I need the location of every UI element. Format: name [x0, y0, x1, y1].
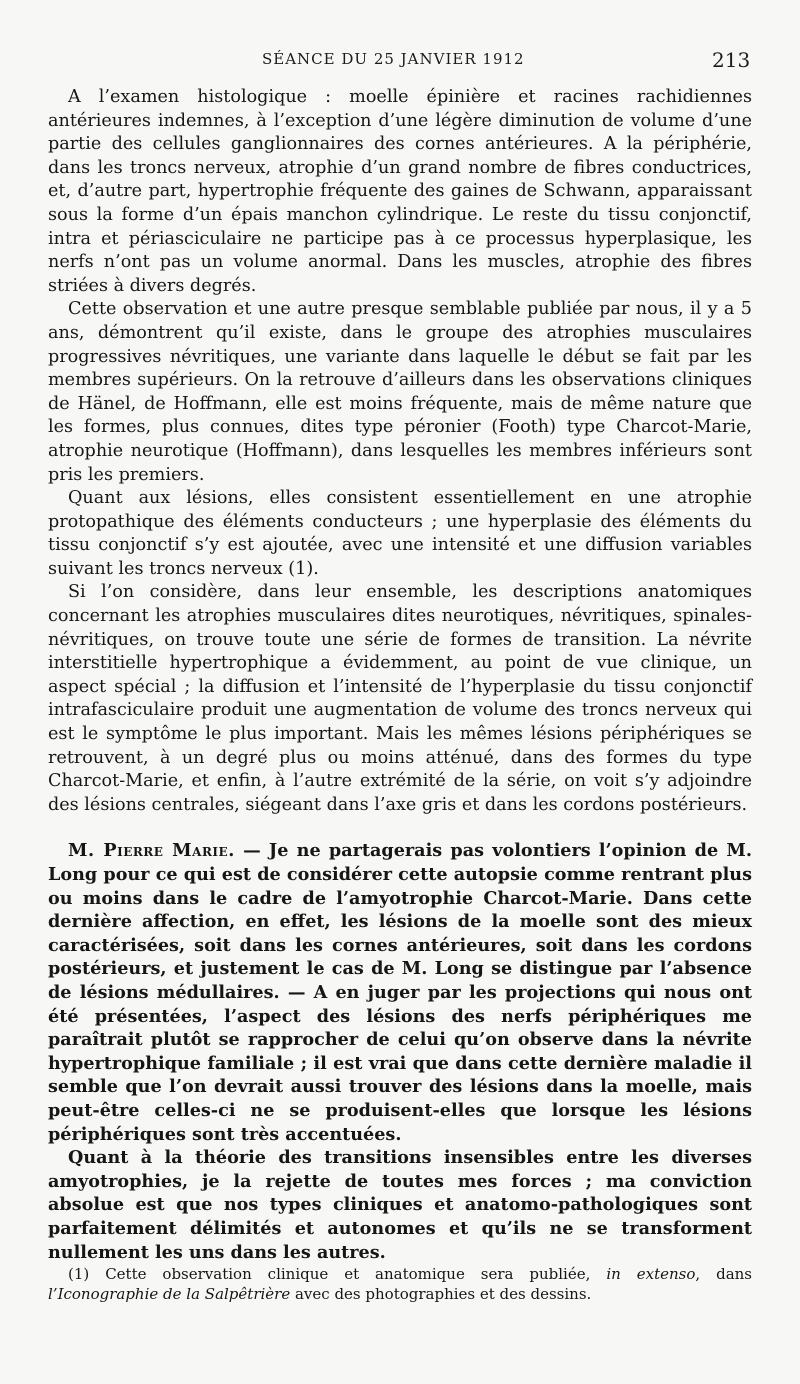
section-gap	[48, 817, 752, 839]
pierre-marie-remarks	[48, 839, 752, 1264]
page-number: 213	[712, 48, 751, 72]
paragraph-pierre-marie-text: — Je ne partagerais pas volontiers l’opinion de M. Long pour ce qui est de considérer cette autopsie comme rentrant plus ou moins dans le cadre de l’amyotrophie Charcot-Marie. Dans cette dernière affection, en effet, les lésions de la moelle sont des mieux caractérisées, soit dans les cornes antérieures, soit dans les cordons postérieurs, et justement le cas de M. Long se distingue par l’absence de lésions médullaires. — A en juger par les projections qui nous ont été présentées, l’aspect des lésions des nerfs périphériques me paraîtrait plutôt se rapprocher de celui qu’on observe dans la névrite hypertrophique familiale ; il est vrai que dans cette dernière maladie il semble que l’on devrait aussi trouver des lésions dans la moelle, mais peut-être celles-ci ne se produisent-elles que lorsque les lésions périphériques sont très accentuées.	[48, 840, 752, 1145]
paragraph-theory: Quant à la théorie des transitions insensibles entre les diverses amyotrophies, je la rejette de toutes mes forces ; ma conviction absolue est que nos types cliniques et anatomo-pathologiques sont parfaitement délimités et autonomes et qu’ils ne se transforment nullement les uns dans les autres.	[48, 1147, 752, 1263]
paragraph-histology: A l’examen histologique : moelle épinière et racines rachidiennes antérieures indemnes, à l’exception d’une légère diminution de volume d’une partie des cellules ganglionnaires des cornes antérieures. A la périphérie, dans les troncs nerveux, atrophie d’un grand nombre de fibres conductrices, et, d’autre part, hypertrophie fréquente des gaines de Schwann, apparaissant sous la forme d’un épais manchon cylindrique. Le reste du tissu conjonctif, intra et périasciculaire ne participe pas à ce processus hyperplasique, les nerfs n’ont pas un volume anormal. Dans les muscles, atrophie des fibres striées à divers degrés.	[48, 87, 752, 296]
body-text	[48, 86, 752, 1304]
footnote-lead: (1) Cette observation clinique et anatomique sera publiée,	[68, 1265, 607, 1284]
footnote-middle: , dans	[695, 1265, 752, 1284]
paragraph-descriptions: Si l’on considère, dans leur ensemble, les descriptions anatomiques concernant les atrophies musculaires dites neurotiques, névritiques, spinales-névritiques, on trouve toute une série de formes de transition. La névrite interstitielle hypertrophique a évidemment, au point de vue clinique, un aspect spécial ; la diffusion et l’intensité de l’hyperplasie du tissu conjonctif intrafasciculaire produit une augmentation de volume des troncs nerveux qui est le symptôme le plus important. Mais les mêmes lésions périphériques se retrouvent, à un degré plus ou moins atténué, dans des formes du type Charcot-Marie, et enfin, à l’autre extrémité de la série, on voit s’y adjoindre des lésions centrales, siégeant dans l’axe gris et dans les cordons postérieurs.	[48, 582, 752, 815]
speaker-name: M. Pierre Marie.	[68, 840, 235, 862]
footnote-end: avec des photographies et des dessins.	[290, 1285, 592, 1304]
footnote-italic-in-extenso: in extenso	[606, 1265, 696, 1284]
footnote	[48, 1264, 752, 1304]
running-head-title: SÉANCE DU 25 JANVIER 1912	[262, 50, 525, 68]
footnote-italic-iconographie: l’Iconographie de la Salpêtrière	[48, 1285, 291, 1304]
paragraph-observation: Cette observation et une autre presque semblable publiée par nous, il y a 5 ans, démontrent qu’il existe, dans le groupe des atrophies musculaires progressives névritiques, une variante dans laquelle le début se fait par les membres supérieurs. On la retrouve d’ailleurs dans les observations cliniques de Hänel, de Hoffmann, elle est moins fréquente, mais de même nature que les formes, plus connues, dites type péronier (Footh) type Charcot-Marie, atrophie neurotique (Hoffmann), dans lesquelles les membres inférieurs sont pris les premiers.	[48, 299, 752, 485]
paragraph-pierre-marie	[48, 839, 752, 1146]
running-head	[0, 50, 800, 74]
paragraph-lesions: Quant aux lésions, elles consistent essentiellement en une atrophie protopathique des éléments conducteurs ; une hyperplasie des éléments du tissu conjonctif s’y est ajoutée, avec une intensité et une diffusion variables suivant les troncs nerveux (1).	[48, 488, 752, 579]
